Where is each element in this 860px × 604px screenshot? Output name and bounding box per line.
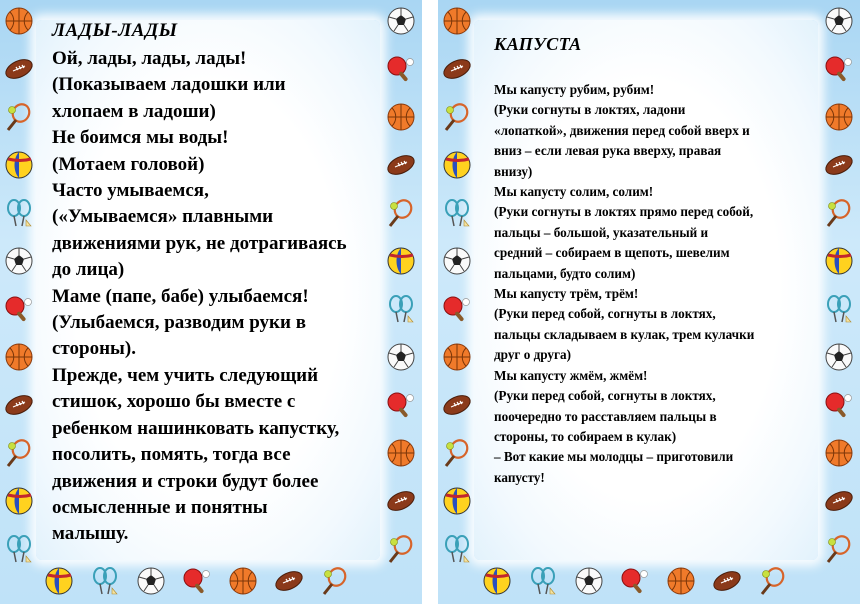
badminton-icon — [824, 294, 854, 324]
text-line: внизу) — [494, 163, 533, 179]
basketball-icon — [4, 6, 34, 36]
right-title: КАПУСТА — [494, 34, 582, 54]
tennis-racket-icon — [824, 534, 854, 564]
tennis-racket-icon — [386, 198, 416, 228]
rugby-ball-icon — [4, 54, 34, 84]
badminton-icon — [528, 566, 558, 596]
volleyball-icon — [442, 486, 472, 516]
rugby-ball-icon — [712, 566, 742, 596]
soccer-ball-icon — [136, 566, 166, 596]
text-line: капусту! — [494, 469, 545, 485]
left-body-text — [52, 46, 382, 548]
text-line: (Руки перед собой, согнуты в локтях, — [494, 388, 716, 404]
ping-pong-icon — [620, 566, 650, 596]
volleyball-icon — [442, 150, 472, 180]
volleyball-icon — [824, 246, 854, 276]
ping-pong-icon — [824, 54, 854, 84]
badminton-icon — [4, 198, 34, 228]
rugby-ball-icon — [386, 150, 416, 180]
text-line: Мы капусту жмём, жмём! — [494, 367, 648, 383]
text-line: движения и строки будут более — [52, 470, 319, 492]
rugby-ball-icon — [274, 566, 304, 596]
soccer-ball-icon — [574, 566, 604, 596]
badminton-icon — [442, 198, 472, 228]
volleyball-icon — [482, 566, 512, 596]
text-line: – Вот какие мы молодцы – приготовили — [494, 449, 734, 465]
text-line: поочередно то расставляем пальцы в — [494, 408, 717, 424]
tennis-racket-icon — [442, 102, 472, 132]
tennis-racket-icon — [442, 438, 472, 468]
text-line: посолить, помять, тогда все — [52, 444, 291, 466]
rugby-ball-icon — [824, 486, 854, 516]
tennis-racket-icon — [758, 566, 788, 596]
tennis-racket-icon — [320, 566, 350, 596]
ping-pong-icon — [824, 390, 854, 420]
right-body-text — [494, 80, 814, 488]
text-line: средний – собираем в щепоть, шевелим — [494, 245, 730, 261]
text-line: (Улыбаемся, разводим руки в — [52, 312, 306, 334]
soccer-ball-icon — [442, 246, 472, 276]
text-line: осмысленные и понятны — [52, 496, 268, 518]
ping-pong-icon — [182, 566, 212, 596]
soccer-ball-icon — [4, 246, 34, 276]
text-line: Мы капусту рубим, рубим! — [494, 82, 655, 97]
ping-pong-icon — [386, 54, 416, 84]
ping-pong-icon — [4, 294, 34, 324]
soccer-ball-icon — [386, 6, 416, 36]
rugby-ball-icon — [824, 150, 854, 180]
text-line: Маме (папе, бабе) улыбаемся! — [52, 285, 309, 307]
text-line: малышу. — [52, 523, 129, 545]
text-line: вниз – если левая рука вверху, правая — [494, 143, 722, 159]
text-line: Мы капусту трём, трём! — [494, 286, 639, 302]
text-line: «лопаткой», движения перед собой вверх и — [494, 122, 750, 138]
rugby-ball-icon — [442, 54, 472, 84]
soccer-ball-icon — [824, 6, 854, 36]
text-line: стороны, то собираем в кулак) — [494, 428, 677, 444]
tennis-racket-icon — [4, 438, 34, 468]
text-line: (Руки перед собой, согнуты в локтях, — [494, 306, 716, 322]
text-line: Не боимся мы воды! — [52, 127, 229, 149]
basketball-icon — [442, 6, 472, 36]
tennis-racket-icon — [824, 198, 854, 228]
text-line: пальцы складываем в кулак, трем кулачки — [494, 326, 755, 342]
text-line: (Мотаем головой) — [52, 153, 205, 175]
basketball-icon — [386, 438, 416, 468]
text-line: ребенком нашинковать капустку, — [52, 417, 340, 439]
badminton-icon — [90, 566, 120, 596]
basketball-icon — [228, 566, 258, 596]
text-line: пальцами, будто солим) — [494, 265, 636, 281]
rugby-ball-icon — [4, 390, 34, 420]
volleyball-icon — [4, 150, 34, 180]
volleyball-icon — [44, 566, 74, 596]
basketball-icon — [386, 102, 416, 132]
badminton-icon — [442, 534, 472, 564]
tennis-racket-icon — [4, 102, 34, 132]
text-line: стороны). — [52, 338, 136, 360]
basketball-icon — [666, 566, 696, 596]
text-line: («Умываемся» плавными — [52, 206, 274, 228]
text-line: (Показываем ладошки или — [52, 74, 286, 96]
badminton-icon — [4, 534, 34, 564]
text-line: Часто умываемся, — [52, 180, 209, 202]
text-line: хлопаем в ладоши) — [52, 100, 216, 122]
badminton-icon — [386, 294, 416, 324]
rugby-ball-icon — [386, 486, 416, 516]
rugby-ball-icon — [442, 390, 472, 420]
text-line: Прежде, чем учить следующий — [52, 364, 319, 386]
text-line: движениями рук, не дотрагиваясь — [52, 232, 347, 254]
basketball-icon — [824, 102, 854, 132]
basketball-icon — [824, 438, 854, 468]
volleyball-icon — [386, 246, 416, 276]
soccer-ball-icon — [386, 342, 416, 372]
text-line: Ой, лады, лады, лады! — [52, 48, 247, 69]
ping-pong-icon — [442, 294, 472, 324]
text-line: до лица) — [52, 259, 125, 281]
text-line: (Руки согнуты в локтях, ладони — [494, 102, 686, 118]
left-title: ЛАДЫ-ЛАДЫ — [52, 20, 178, 41]
tennis-racket-icon — [386, 534, 416, 564]
text-line: стишок, хорошо бы вместе с — [52, 391, 296, 413]
basketball-icon — [442, 342, 472, 372]
ping-pong-icon — [386, 390, 416, 420]
text-line: (Руки согнуты в локтях прямо перед собой, — [494, 204, 754, 220]
soccer-ball-icon — [824, 342, 854, 372]
volleyball-icon — [4, 486, 34, 516]
basketball-icon — [4, 342, 34, 372]
text-line: пальцы – большой, указательный и — [494, 224, 709, 240]
text-line: друг о друга) — [494, 347, 571, 363]
text-line: Мы капусту солим, солим! — [494, 184, 654, 200]
